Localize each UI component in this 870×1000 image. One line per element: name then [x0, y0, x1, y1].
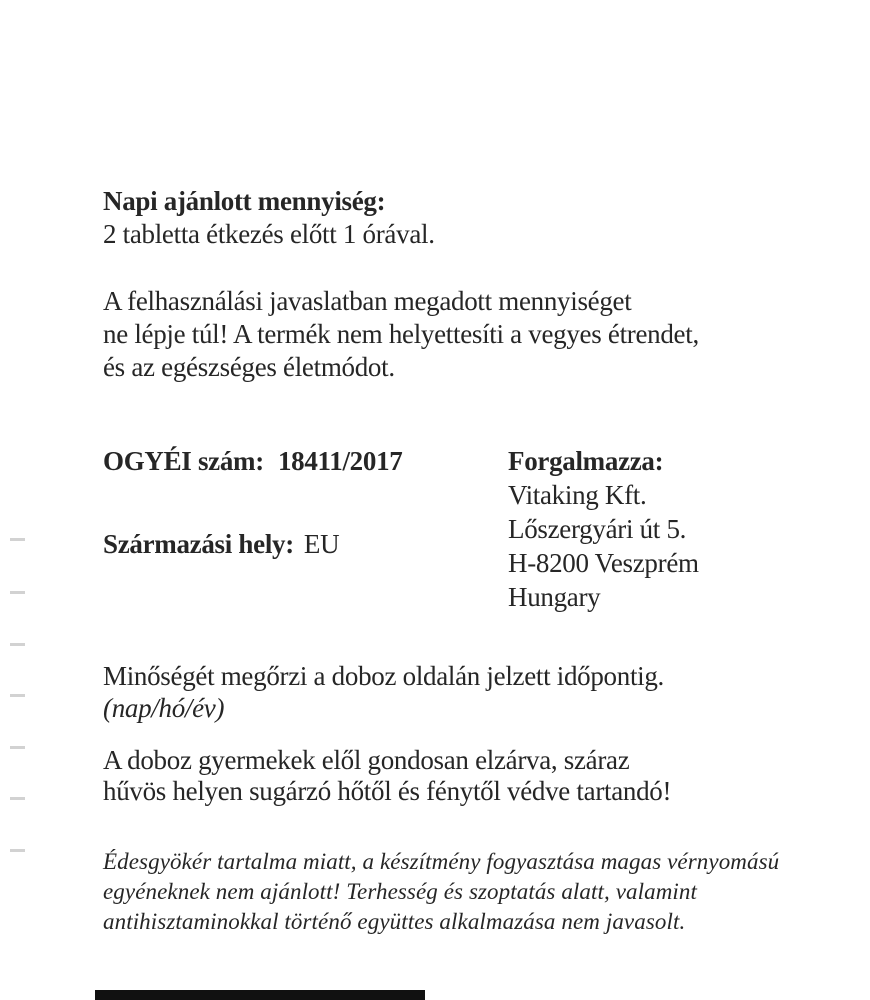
licorice-warning-line: egyéneknek nem ajánlott! Terhesség és szoptatás alatt, valamint: [103, 879, 697, 904]
dosage-section: [103, 185, 435, 251]
distributor-street: Lőszergyári út 5.: [508, 514, 687, 544]
distributor-section: [508, 444, 699, 614]
dosage-heading: Napi ajánlott mennyiség:: [103, 186, 386, 216]
origin-value: EU: [303, 529, 340, 559]
print-control-bar: [95, 990, 425, 1000]
ruler-mark: [10, 746, 25, 749]
distributor-heading: Forgalmazza:: [508, 446, 664, 476]
storage-line: hűvös helyen sugárzó hőtől és fénytől védve tartandó!: [103, 776, 672, 806]
distributor-city: H-8200 Veszprém: [508, 548, 699, 578]
ruler-mark: [10, 694, 25, 697]
usage-warning-line: A felhasználási javaslatban megadott mennyiséget: [103, 286, 632, 316]
ruler-mark: [10, 643, 25, 646]
ruler-mark: [10, 591, 25, 594]
storage-instructions: [103, 745, 671, 807]
licorice-warning-line: antihisztaminokkal történő együttes alkalmazása nem javasolt.: [103, 909, 686, 934]
distributor-country: Hungary: [508, 582, 601, 612]
ruler-mark: [10, 797, 25, 800]
ruler-mark: [10, 849, 25, 852]
origin-label: Származási hely:: [103, 529, 294, 559]
date-format-note: (nap/hó/év): [103, 693, 225, 723]
distributor-company: Vitaking Kft.: [508, 480, 647, 510]
storage-line: A doboz gyermekek elől gondosan elzárva, száraz: [103, 745, 630, 775]
registration-label: OGYÉI szám:: [103, 446, 264, 476]
usage-warning-line: ne lépje túl! A termék nem helyettesíti a vegyes étrendet,: [103, 319, 699, 349]
usage-warning-line: és az egészséges életmódot.: [103, 352, 395, 382]
ruler-mark: [10, 538, 25, 541]
quality-text: Minőségét megőrzi a doboz oldalán jelzett időpontig.: [103, 661, 664, 691]
usage-warning: [103, 285, 699, 384]
licorice-warning-line: Édesgyökér tartalma miatt, a készítmény fogyasztása magas vérnyomású: [103, 849, 780, 874]
origin-line: [103, 528, 339, 561]
licorice-warning: [103, 847, 779, 937]
registration-number: 18411/2017: [277, 446, 403, 476]
dosage-text: 2 tabletta étkezés előtt 1 órával.: [103, 219, 435, 249]
registration-line: [103, 445, 402, 478]
